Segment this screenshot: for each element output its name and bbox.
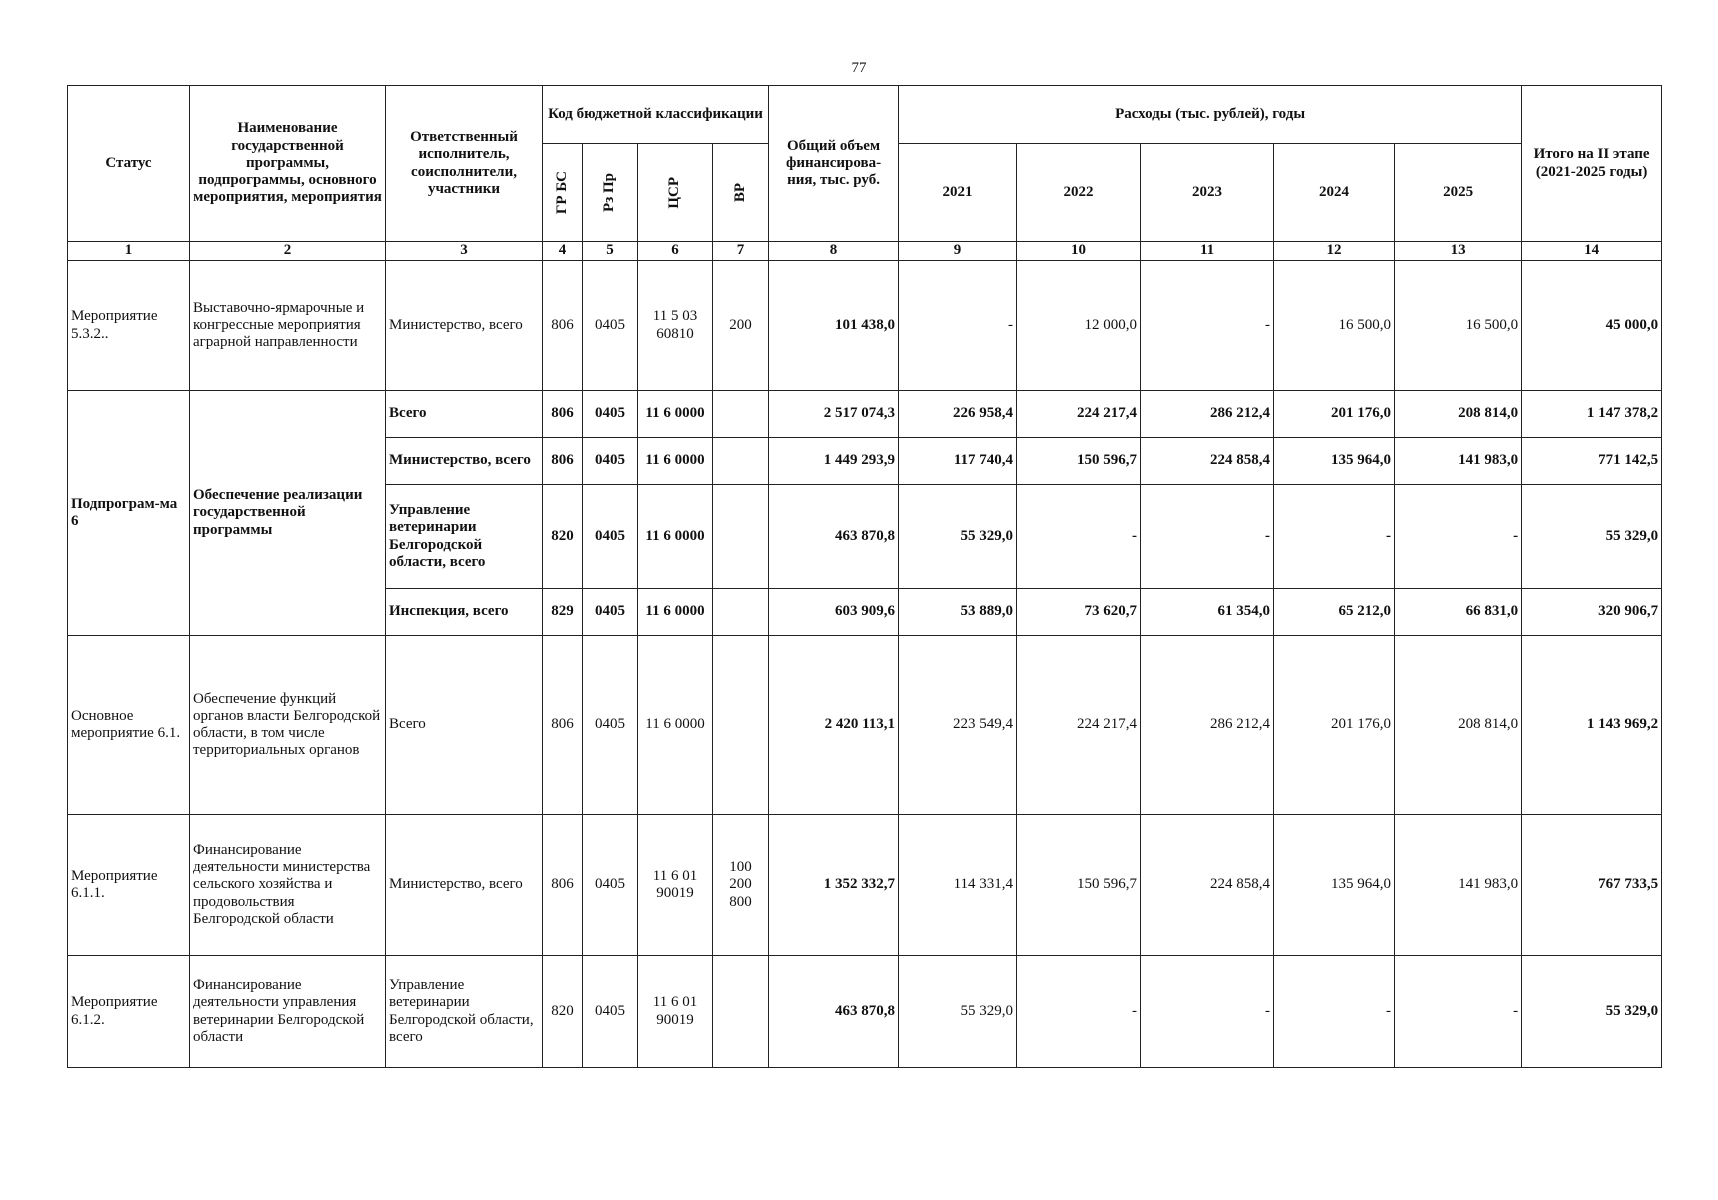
- cell-grbs: 806: [543, 438, 583, 485]
- cell-2023: 224 858,4: [1141, 815, 1274, 956]
- cell-responsible: Управление ветеринарии Белгородской области, всего: [386, 485, 543, 589]
- cell-responsible: Министерство, всего: [386, 261, 543, 391]
- cell-vr: [713, 589, 769, 636]
- cell-csr: 11 6 0000: [638, 636, 713, 815]
- header-csr: ЦСР: [638, 144, 713, 242]
- cell-name: Обеспечение реализации государственной программы: [190, 391, 386, 636]
- cell-2021: 117 740,4: [899, 438, 1017, 485]
- cell-2023: 286 212,4: [1141, 636, 1274, 815]
- cell-2025: 16 500,0: [1395, 261, 1522, 391]
- header-vr: ВР: [713, 144, 769, 242]
- cell-responsible: Инспекция, всего: [386, 589, 543, 636]
- table-row: [68, 815, 1662, 956]
- budget-table: [67, 85, 1662, 1068]
- cell-rzpr: 0405: [583, 391, 638, 438]
- cell-responsible: Министерство, всего: [386, 815, 543, 956]
- cell-name: Обеспечение функций органов власти Белгородской области, в том числе территориальных органов: [190, 636, 386, 815]
- column-number: 12: [1274, 242, 1395, 261]
- cell-csr: 11 6 0000: [638, 485, 713, 589]
- cell-2021: -: [899, 261, 1017, 391]
- cell-2021: 114 331,4: [899, 815, 1017, 956]
- cell-2021: 223 549,4: [899, 636, 1017, 815]
- cell-grbs: 806: [543, 391, 583, 438]
- header-grbs: ГР БС: [543, 144, 583, 242]
- cell-stage-total: 320 906,7: [1522, 589, 1662, 636]
- cell-vr: [713, 956, 769, 1068]
- cell-2022: -: [1017, 485, 1141, 589]
- cell-stage-total: 1 147 378,2: [1522, 391, 1662, 438]
- cell-status: Подпрограм-ма 6: [68, 391, 190, 636]
- cell-2021: 55 329,0: [899, 956, 1017, 1068]
- cell-rzpr: 0405: [583, 438, 638, 485]
- cell-2025: -: [1395, 485, 1522, 589]
- cell-grbs: 806: [543, 261, 583, 391]
- header-year-2021: 2021: [899, 144, 1017, 242]
- cell-2023: -: [1141, 485, 1274, 589]
- cell-rzpr: 0405: [583, 261, 638, 391]
- page-number: 77: [851, 60, 867, 76]
- cell-grbs: 820: [543, 956, 583, 1068]
- cell-csr: 11 5 03 60810: [638, 261, 713, 391]
- column-number: 13: [1395, 242, 1522, 261]
- cell-stage-total: 1 143 969,2: [1522, 636, 1662, 815]
- cell-2023: -: [1141, 956, 1274, 1068]
- header-year-2024: 2024: [1274, 144, 1395, 242]
- cell-vr: [713, 636, 769, 815]
- cell-responsible: Управление ветеринарии Белгородской области, всего: [386, 956, 543, 1068]
- column-number: 3: [386, 242, 543, 261]
- cell-grbs: 820: [543, 485, 583, 589]
- cell-total: 1 449 293,9: [769, 438, 899, 485]
- table-row: [68, 956, 1662, 1068]
- cell-2025: 141 983,0: [1395, 815, 1522, 956]
- column-number: 9: [899, 242, 1017, 261]
- cell-stage-total: 55 329,0: [1522, 956, 1662, 1068]
- cell-grbs: 806: [543, 636, 583, 815]
- cell-total: 2 420 113,1: [769, 636, 899, 815]
- cell-2021: 55 329,0: [899, 485, 1017, 589]
- header-year-2025: 2025: [1395, 144, 1522, 242]
- column-number: 2: [190, 242, 386, 261]
- cell-csr: 11 6 0000: [638, 589, 713, 636]
- cell-2022: 150 596,7: [1017, 438, 1141, 485]
- cell-2023: 61 354,0: [1141, 589, 1274, 636]
- cell-2024: 135 964,0: [1274, 438, 1395, 485]
- cell-total: 603 909,6: [769, 589, 899, 636]
- table-row: [68, 261, 1662, 391]
- column-number: 4: [543, 242, 583, 261]
- cell-name: Финансирование деятельности министерства сельского хозяйства и продовольствия Белгородской области: [190, 815, 386, 956]
- table-row: [68, 391, 1662, 438]
- header-stage-total: Итого на II этапе (2021-2025 годы): [1522, 86, 1662, 242]
- cell-2022: 224 217,4: [1017, 636, 1141, 815]
- cell-responsible: Всего: [386, 391, 543, 438]
- cell-csr: 11 6 0000: [638, 391, 713, 438]
- cell-total: 101 438,0: [769, 261, 899, 391]
- cell-name: Финансирование деятельности управления ветеринарии Белгородской области: [190, 956, 386, 1068]
- cell-2025: -: [1395, 956, 1522, 1068]
- header-year-2023: 2023: [1141, 144, 1274, 242]
- cell-status: Мероприятие 6.1.2.: [68, 956, 190, 1068]
- cell-2025: 141 983,0: [1395, 438, 1522, 485]
- header-year-2022: 2022: [1017, 144, 1141, 242]
- cell-2024: -: [1274, 956, 1395, 1068]
- cell-2022: 73 620,7: [1017, 589, 1141, 636]
- column-numbers-row: [68, 242, 1662, 261]
- cell-rzpr: 0405: [583, 485, 638, 589]
- cell-2022: 224 217,4: [1017, 391, 1141, 438]
- cell-2024: 65 212,0: [1274, 589, 1395, 636]
- column-number: 1: [68, 242, 190, 261]
- column-number: 8: [769, 242, 899, 261]
- header-responsible: Ответственный исполнитель, соисполнители, участники: [386, 86, 543, 242]
- cell-csr: 11 6 01 90019: [638, 815, 713, 956]
- cell-2023: 224 858,4: [1141, 438, 1274, 485]
- cell-2021: 53 889,0: [899, 589, 1017, 636]
- header-status: Статус: [68, 86, 190, 242]
- cell-2022: 12 000,0: [1017, 261, 1141, 391]
- cell-stage-total: 771 142,5: [1522, 438, 1662, 485]
- cell-rzpr: 0405: [583, 956, 638, 1068]
- cell-total: 1 352 332,7: [769, 815, 899, 956]
- cell-total: 2 517 074,3: [769, 391, 899, 438]
- cell-status: Основное мероприятие 6.1.: [68, 636, 190, 815]
- column-number: 6: [638, 242, 713, 261]
- header-expenses: Расходы (тыс. рублей), годы: [899, 86, 1522, 144]
- cell-2024: 201 176,0: [1274, 391, 1395, 438]
- cell-vr: [713, 485, 769, 589]
- header-name: Наименование государственной программы, подпрограммы, основного мероприятия, мероприятия: [190, 86, 386, 242]
- cell-responsible: Всего: [386, 636, 543, 815]
- cell-vr: 100 200 800: [713, 815, 769, 956]
- cell-2024: 135 964,0: [1274, 815, 1395, 956]
- cell-rzpr: 0405: [583, 589, 638, 636]
- cell-grbs: 829: [543, 589, 583, 636]
- cell-vr: 200: [713, 261, 769, 391]
- cell-total: 463 870,8: [769, 956, 899, 1068]
- cell-2024: 201 176,0: [1274, 636, 1395, 815]
- cell-total: 463 870,8: [769, 485, 899, 589]
- column-number: 11: [1141, 242, 1274, 261]
- cell-2025: 66 831,0: [1395, 589, 1522, 636]
- cell-2025: 208 814,0: [1395, 391, 1522, 438]
- cell-stage-total: 767 733,5: [1522, 815, 1662, 956]
- cell-2024: 16 500,0: [1274, 261, 1395, 391]
- cell-2022: -: [1017, 956, 1141, 1068]
- header-total-volume: Общий объем финансирова-ния, тыс. руб.: [769, 86, 899, 242]
- cell-2024: -: [1274, 485, 1395, 589]
- header-rzpr: Рз Пр: [583, 144, 638, 242]
- table-header: [68, 86, 1662, 242]
- cell-2023: 286 212,4: [1141, 391, 1274, 438]
- cell-csr: 11 6 01 90019: [638, 956, 713, 1068]
- cell-rzpr: 0405: [583, 815, 638, 956]
- cell-status: Мероприятие 5.3.2..: [68, 261, 190, 391]
- column-number: 14: [1522, 242, 1662, 261]
- cell-grbs: 806: [543, 815, 583, 956]
- column-number: 5: [583, 242, 638, 261]
- cell-vr: [713, 391, 769, 438]
- cell-2023: -: [1141, 261, 1274, 391]
- cell-stage-total: 45 000,0: [1522, 261, 1662, 391]
- cell-name: Выставочно-ярмарочные и конгрессные мероприятия аграрной направленности: [190, 261, 386, 391]
- cell-rzpr: 0405: [583, 636, 638, 815]
- header-budget-code: Код бюджетной классификации: [543, 86, 769, 144]
- cell-responsible: Министерство, всего: [386, 438, 543, 485]
- column-number: 7: [713, 242, 769, 261]
- cell-stage-total: 55 329,0: [1522, 485, 1662, 589]
- column-number: 10: [1017, 242, 1141, 261]
- cell-2021: 226 958,4: [899, 391, 1017, 438]
- table-row: [68, 636, 1662, 815]
- cell-status: Мероприятие 6.1.1.: [68, 815, 190, 956]
- cell-csr: 11 6 0000: [638, 438, 713, 485]
- cell-2025: 208 814,0: [1395, 636, 1522, 815]
- cell-2022: 150 596,7: [1017, 815, 1141, 956]
- cell-vr: [713, 438, 769, 485]
